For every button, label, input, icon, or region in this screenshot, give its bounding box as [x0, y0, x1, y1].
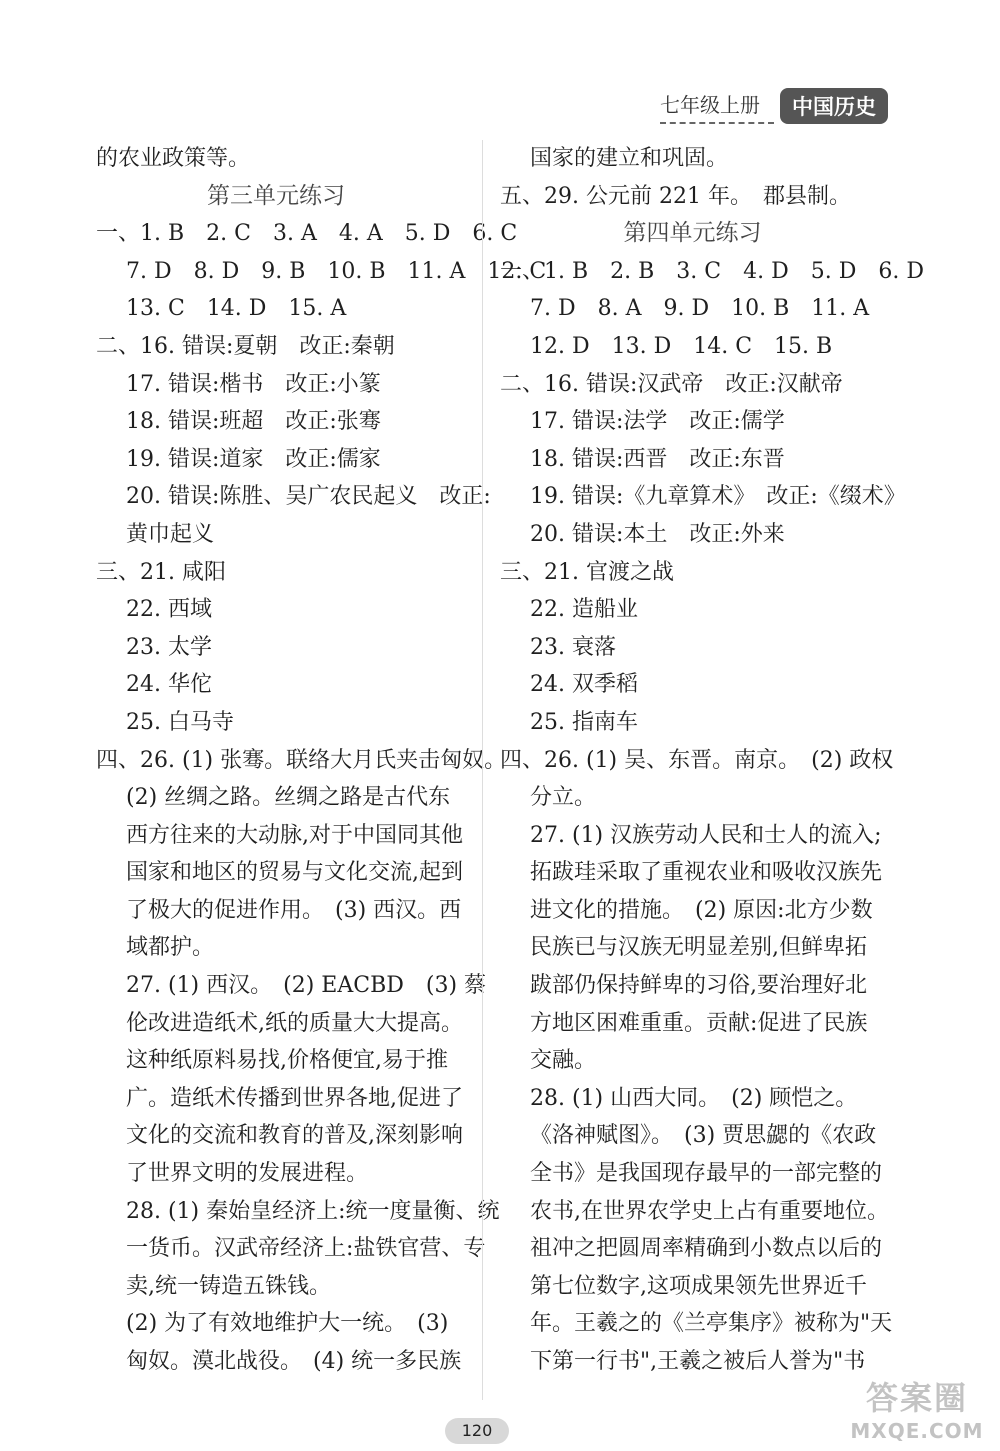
answer-line: 四、26. (1) 张骞。联络大月氏夹击匈奴。: [96, 747, 507, 773]
answer-line: 7. D 8. D 9. B 10. B 11. A 12. C: [126, 258, 547, 284]
answer-line: 第七位数字,这项成果领先世界近千: [530, 1273, 867, 1299]
watermark-domain: MXQE.COM: [850, 1419, 984, 1443]
answer-line: 的农业政策等。: [96, 146, 251, 171]
answer-line: 25. 指南车: [530, 709, 638, 735]
answer-line: (2) 丝绸之路。丝绸之路是古代东: [126, 785, 451, 811]
answer-line: 23. 衰落: [530, 634, 616, 660]
answer-line: 二、16. 错误:汉武帝 改正:汉献帝: [500, 371, 843, 397]
answer-line: 20. 错误:本土 改正:外来: [530, 521, 785, 547]
answer-line: 18. 错误:西晋 改正:东晋: [530, 446, 785, 472]
answer-line: 20. 错误:陈胜、吴广农民起义 改正:: [126, 484, 491, 510]
answer-line: 域都护。: [126, 935, 215, 961]
answer-line: 国家和地区的贸易与文化交流,起到: [126, 860, 463, 886]
answer-line: 五、29. 公元前 221 年。 郡县制。: [500, 183, 851, 209]
answer-line: 匈奴。漠北战役。 (4) 统一多民族: [126, 1349, 462, 1374]
answer-line: 23. 太学: [126, 634, 212, 660]
answer-line: 28. (1) 秦始皇经济上:统一度量衡、统: [126, 1198, 500, 1224]
answer-line: 17. 错误:楷书 改正:小篆: [126, 371, 381, 397]
answer-line: 三、21. 官渡之战: [500, 559, 674, 585]
grade-label: 七年级上册: [660, 89, 774, 124]
answer-line: 四、26. (1) 吴、东晋。南京。 (2) 政权: [500, 747, 894, 773]
subject-badge: 中国历史: [780, 88, 888, 124]
answer-line: 13. C 14. D 15. A: [126, 296, 347, 322]
column-divider: [482, 140, 483, 1400]
answer-line: 民族已与汉族无明显差别,但鲜卑拓: [530, 935, 867, 961]
answer-line: 拓跋珪采取了重视农业和吸收汉族先: [530, 860, 883, 886]
answer-line: 27. (1) 汉族劳动人民和士人的流入;: [530, 822, 882, 848]
answer-line: 27. (1) 西汉。 (2) EACBD (3) 蔡: [126, 973, 487, 999]
answer-line: 进文化的措施。 (2) 原因:北方少数: [530, 897, 873, 923]
section-title: 第三单元练习: [207, 182, 345, 209]
answer-line: 《洛神赋图》。 (3) 贾思勰的《农政: [530, 1123, 877, 1149]
answer-line: 22. 西域: [126, 597, 212, 623]
answer-line: 西方往来的大动脉,对于中国同其他: [126, 822, 463, 848]
answer-line: 二、16. 错误:夏朝 改正:秦朝: [96, 333, 395, 359]
page-number: 120: [445, 1418, 509, 1444]
answer-line: 19. 错误:道家 改正:儒家: [126, 446, 381, 472]
answer-line: 24. 华佗: [126, 672, 212, 698]
answer-line: 下第一行书",王羲之被后人誉为"书: [530, 1349, 866, 1374]
page-header: [660, 88, 888, 124]
left-column: [96, 140, 547, 1381]
section-title: 第四单元练习: [623, 220, 762, 247]
answer-line: 这种纸原料易找,价格便宜,易于推: [126, 1048, 448, 1074]
answer-line: 一、1. B 2. C 3. A 4. A 5. D 6. C: [96, 221, 518, 247]
answer-line: 农书,在世界农学史上占有重要地位。: [530, 1198, 889, 1224]
answer-line: 交融。: [530, 1048, 597, 1074]
watermark-text: 答案圈: [865, 1379, 968, 1417]
answer-line: 7. D 8. A 9. D 10. B 11. A: [530, 296, 870, 322]
answer-line: 三、21. 咸阳: [96, 559, 226, 585]
answer-line: 28. (1) 山西大同。 (2) 顾恺之。: [530, 1085, 858, 1111]
answer-line: 25. 白马寺: [126, 709, 234, 735]
answer-line: 一、1. B 2. B 3. C 4. D 5. D 6. D: [500, 258, 924, 284]
answer-line: 伦改进造纸术,纸的质量大大提高。: [126, 1010, 463, 1036]
answer-line: 方地区困难重重。贡献:促进了民族: [530, 1010, 868, 1036]
answer-line: 国家的建立和巩固。: [530, 146, 729, 171]
answer-line: 19. 错误:《九章算术》 改正:《缀术》: [530, 484, 906, 510]
answer-line: 分立。: [530, 785, 597, 811]
answer-line: 祖冲之把圆周率精确到小数点以后的: [530, 1236, 883, 1262]
answer-line: 一货币。汉武帝经济上:盐铁官营、专: [126, 1236, 486, 1262]
answer-line: 全书》是我国现存最早的一部完整的: [530, 1161, 883, 1187]
right-column: [500, 140, 924, 1381]
answer-line: 24. 双季稻: [530, 672, 638, 698]
answer-line: 22. 造船业: [530, 597, 638, 623]
answer-line: 18. 错误:班超 改正:张骞: [126, 409, 381, 435]
answer-line: 文化的交流和教育的普及,深刻影响: [126, 1123, 463, 1149]
answer-line: 黄巾起义: [126, 521, 215, 547]
answer-line: 跋部仍保持鲜卑的习俗,要治理好北: [530, 973, 867, 999]
answer-line: 17. 错误:法学 改正:儒学: [530, 409, 785, 435]
answer-line: 年。王羲之的《兰亭集序》被称为"天: [530, 1311, 893, 1337]
watermark-logo: [842, 1373, 992, 1443]
answer-line: 卖,统一铸造五铢钱。: [126, 1273, 331, 1299]
answer-line: 了极大的促进作用。 (3) 西汉。西: [126, 897, 462, 923]
answer-line: 12. D 13. D 14. C 15. B: [530, 333, 833, 359]
answer-line: 广。造纸术传播到世界各地,促进了: [126, 1085, 463, 1111]
answer-line: (2) 为了有效地维护大一统。 (3): [126, 1311, 449, 1337]
answer-line: 了世界文明的发展进程。: [126, 1161, 369, 1187]
